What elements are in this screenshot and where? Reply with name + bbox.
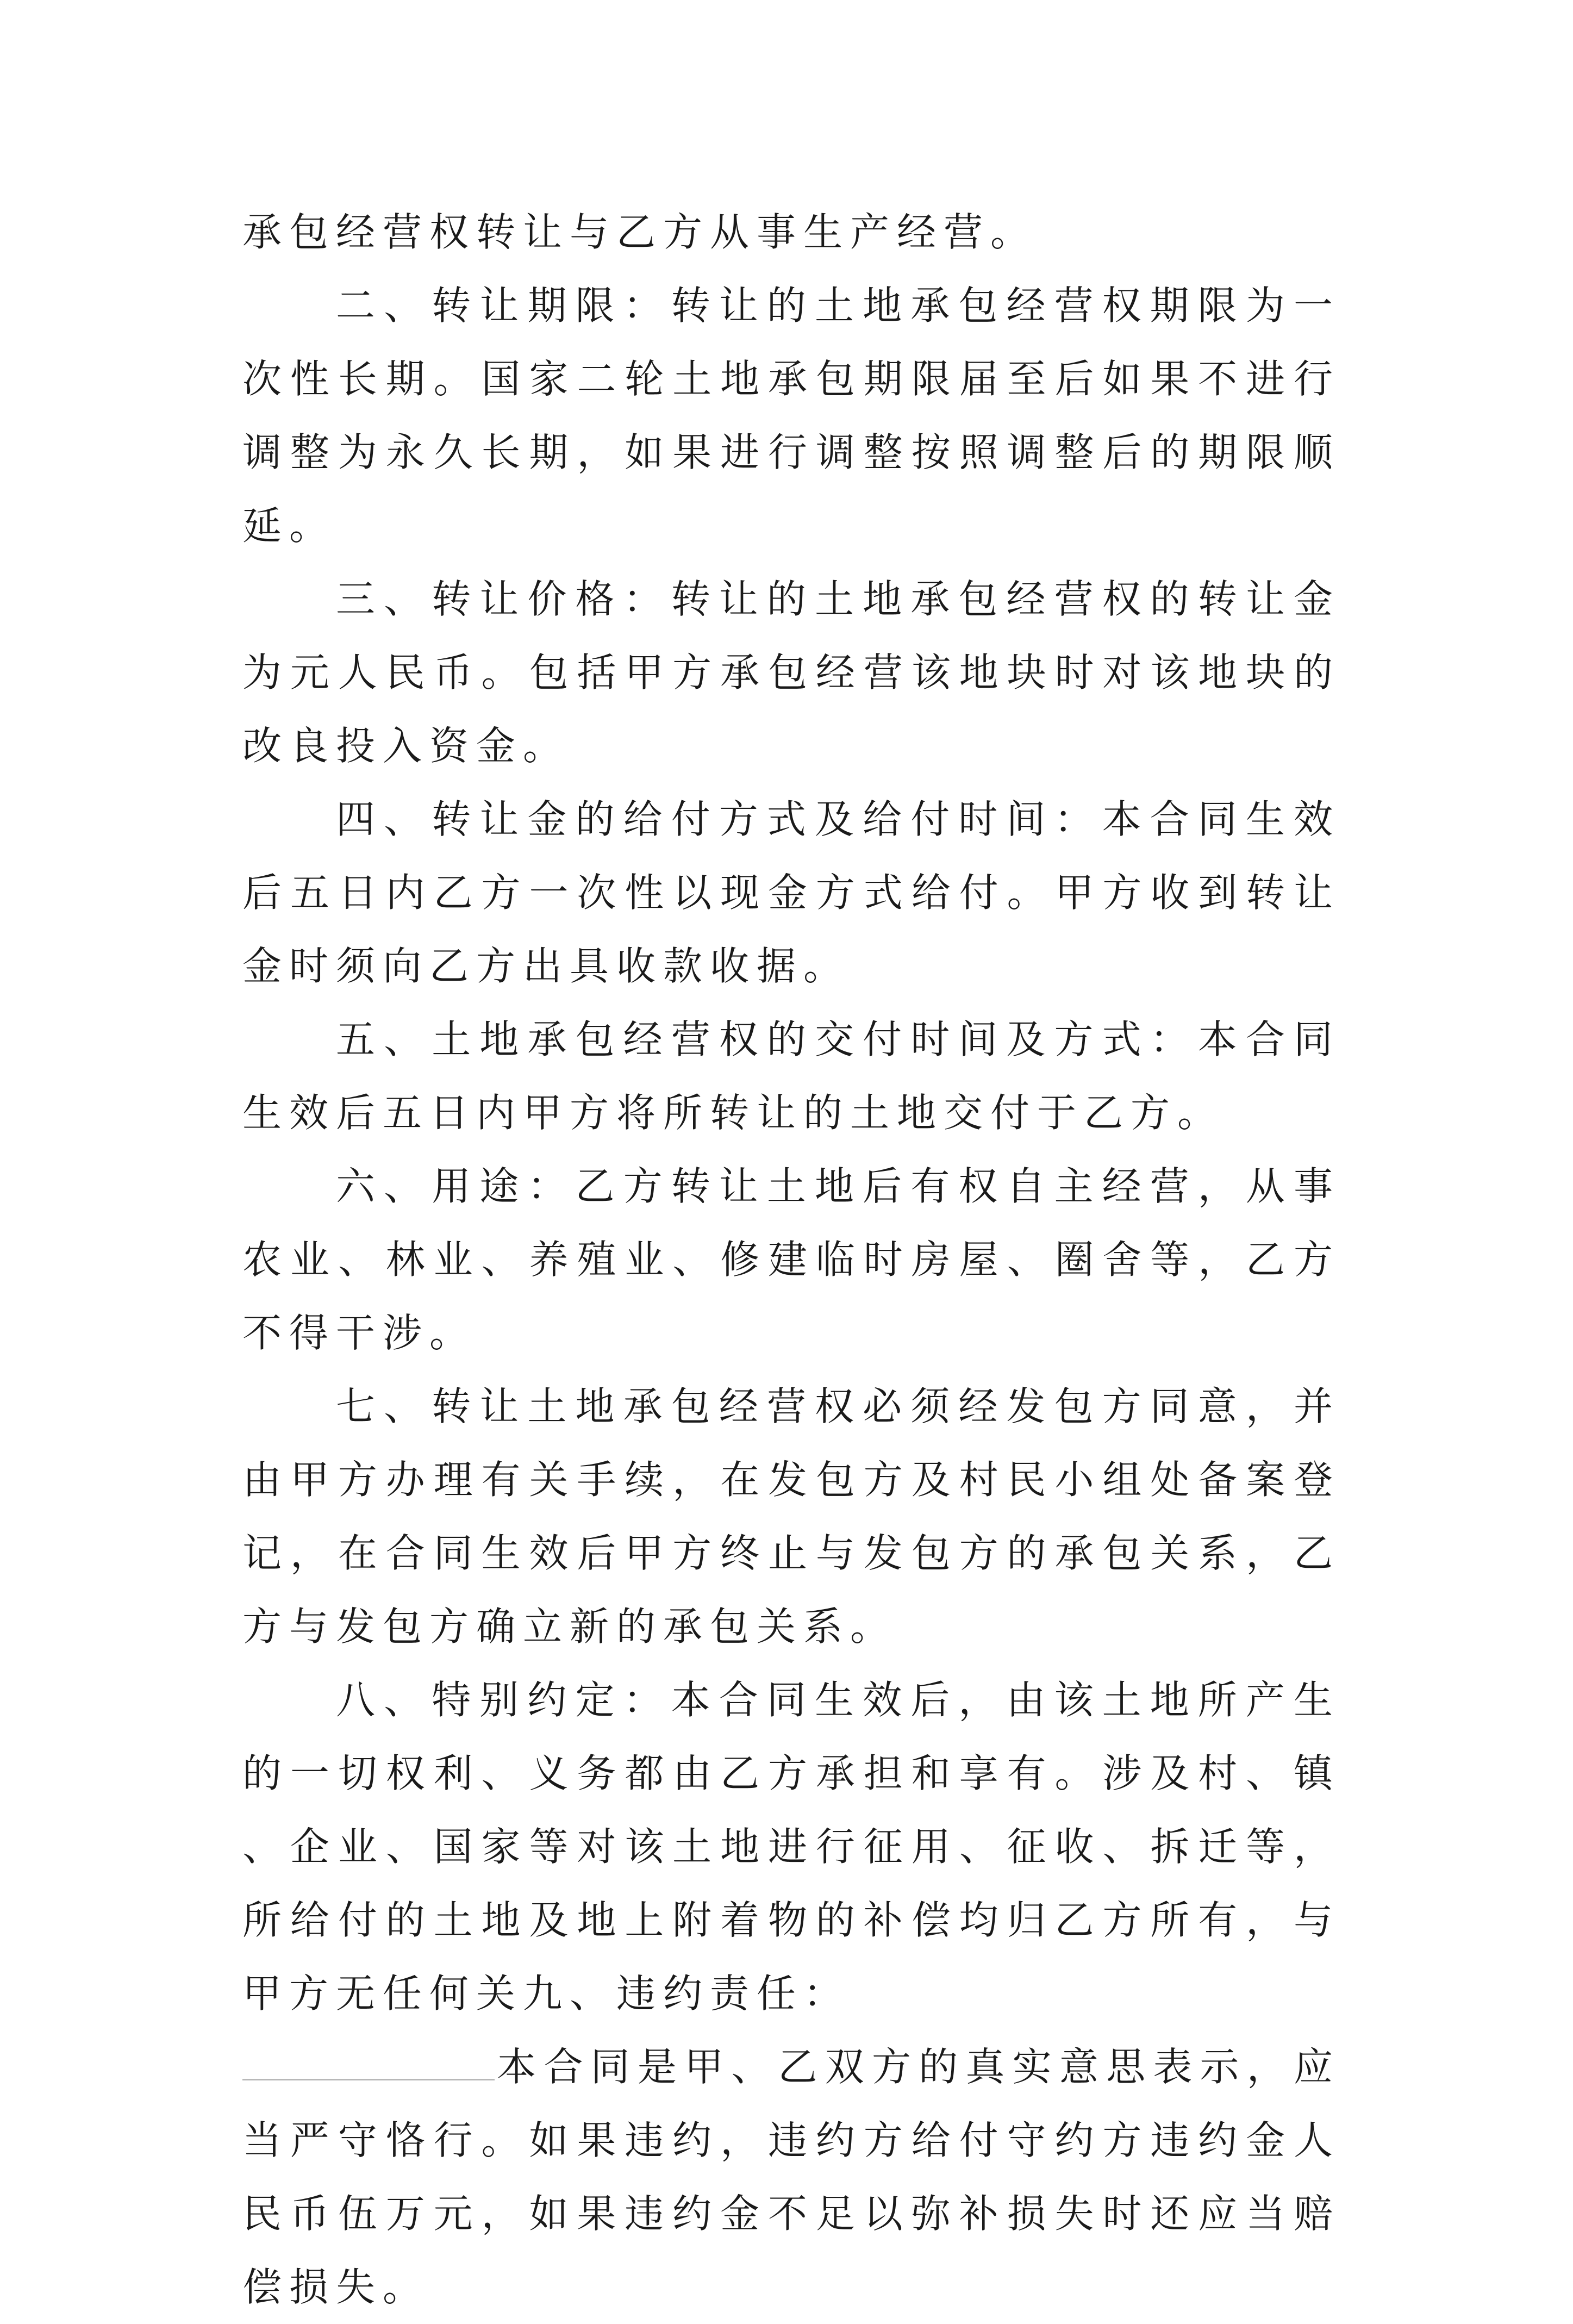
paragraph-payment-method: 四、转让金的给付方式及给付时间：本合同生效后五日内乙方一次性以现金方式给付。甲方收到转让金时须向乙方出具收款收据。: [242, 796, 1340, 989]
fill-in-blank-line: [242, 2041, 495, 2080]
paragraph-breach-liability: [242, 2030, 1340, 2324]
paragraph-transfer-term: 二、转让期限：转让的土地承包经营权期限为一次性长期。国家二轮土地承包期限届至后如果不进行调整为永久长期，如果进行调整按照调整后的期限顺延。: [242, 283, 1340, 549]
paragraph-transfer-intro: 承包经营权转让与乙方从事生产经营。: [242, 209, 1038, 255]
paragraph-approval-procedure: 七、转让土地承包经营权必须经发包方同意，并由甲方办理有关手续，在发包方及村民小组处备案登记，在合同生效后甲方终止与发包方的承包关系，乙方与发包方确立新的承包关系。: [242, 1384, 1340, 1649]
paragraph-transfer-price: 三、转让价格：转让的土地承包经营权的转让金为元人民币。包括甲方承包经营该地块时对该地块的改良投入资金。: [242, 576, 1340, 769]
paragraph-land-use: 六、用途：乙方转让土地后有权自主经营，从事农业、林业、养殖业、修建临时房屋、圈舍等，乙方不得干涉。: [242, 1163, 1340, 1356]
paragraph-special-agreement: 八、特别约定：本合同生效后，由该土地所产生的一切权利、义务都由乙方承担和享有。涉及村、镇、企业、国家等对该土地进行征用、征收、拆迁等，所给付的土地及地上附着物的补偿均归乙方所有，与甲方无任何关九、违约责任：: [242, 1677, 1340, 2016]
breach-liability-text: 本合同是甲、乙双方的真实意思表示，应当严守恪行。如果违约，违约方给付守约方违约金人民币伍万元，如果违约金不足以弥补损失时还应当赔偿损失。: [242, 2044, 1340, 2310]
contract-body: [242, 196, 1340, 2324]
paragraph-delivery-time: 五、土地承包经营权的交付时间及方式：本合同生效后五日内甲方将所转让的土地交付于乙方。: [242, 1017, 1340, 1136]
